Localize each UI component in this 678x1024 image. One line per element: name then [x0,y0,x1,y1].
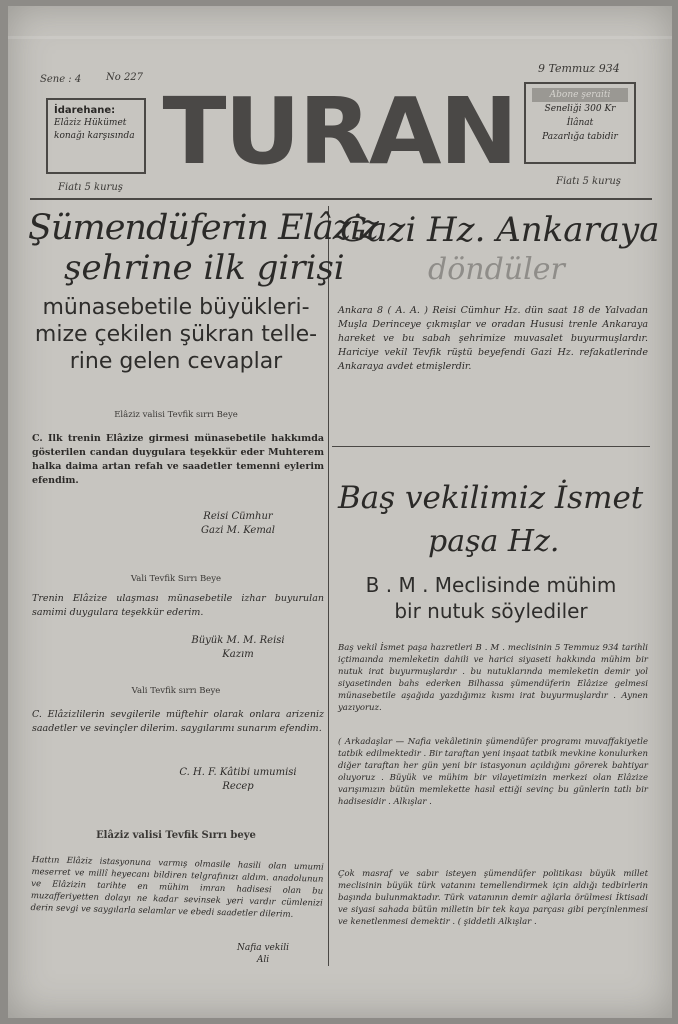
office-line2: konağı karşısında [54,131,135,141]
right-section-rule [332,446,650,447]
sig2-name: Kazım [222,649,254,660]
left-headline-line1: Şümendüferin Elâziz [28,208,378,248]
telegram3-text: C. Elâzizlilerin sevgilerile müftehir olarak onlara arizeniz saadetler ve sevinçler dilerim. saygılarımı sunarım efendim. [32,709,324,734]
right-bottom-text3: Çok masraf ve sabır isteyen şümendüfer politikası büyük millet meclisinin büyük türk vatanını temellendirmek için aldığı tedbirlerin başında bulunmaktadır. Türk vatanının demir ağlarla örülmesi İktisadi ve siyasi sahada bütün milletin bir tek kaya parçası gibi perçinlenmesi ve kenetlenmesi demektir . ( şiddetli Alkışlar . [338,869,648,927]
price-left: Fiatı 5 kuruş [58,182,123,193]
left-subhead-line3: rine gelen cevaplar [69,349,283,374]
right-top-headline-line2: döndüler [428,252,565,287]
sig4-name: Ali [256,955,270,965]
sig1-name: Gazi M. Kemal [201,525,275,536]
right-bottom-text1: Baş vekil İsmet paşa hazretleri B . M . meclisinin 5 Temmuz 934 tarihli içtimaında memleketin dahili ve harici siyaseti hakkında mühim bir nutuk irat buyurmuşlardır . bu nutuklarında memleketin demir yol siyasetinden bahs ederken Bilhassa şümendüferin Elâzize gelmesi münasebetile aşağıda yazdığımız kısmı irat buyurmuşlardır . Aynen yazıyoruz. [338,643,648,713]
left-subhead-line1: münasebetile büyükleri- [42,295,310,320]
right-top-headline-line1: Gazi Hz. Ankaraya [340,210,660,250]
right-bottom-subhead-line2: bir nutuk söylediler [394,599,588,623]
right-bottom-subhead [332,572,650,624]
office-label: İdarehane: [54,105,116,116]
telegram4-signature [208,942,318,966]
office-box [46,98,146,174]
telegram4-text: Hattın Elâziz istasyonuna varmış olmasile hasili olan umumi meserret ve millî heyecanı bildiren telgrafınızı aldım. anadolunun ve Elâzizin tarihte en mühim imran hadisesi olan bu muzafferiyetten dolayı ne kadar sevinsek yeri vardır cümlenizi derin sevgi ve saygılarla selamlar ve ebedi saadetler dilerim. [30,854,324,920]
telegram2-caption: Vali Tevfik Sırrı Beye [130,574,222,584]
masthead-rule [30,198,652,200]
sig4-title: Nafia vekili [237,943,289,953]
issue-date: 9 Temmuz 934 [538,62,620,75]
left-subhead-line2: mize çekilen şükran telle- [34,322,318,347]
right-bottom-subhead-line1: B . M . Meclisinde mühim [365,573,617,597]
subscription-box [524,82,636,164]
paper-fold [8,36,672,39]
telegram3-signature [158,766,318,794]
issue-year: Sene : 4 [40,74,82,85]
telegram3-caption: Vali Tevfik sırrı Beye [131,686,221,696]
issue-number: No 227 [106,72,144,83]
telegram2-signature [158,634,318,662]
right-bottom-text2: ( Arkadaşlar — Nafia vekâletinin şümendüfer programı muvaffakiyetle tatbik edilmektedir . Bir taraftan yeni inşaat tatbik mevkine konulurken diğer taraftan her gün yeni bir istasyonun açıldığını görerek bahtiyar oluyoruz . Büyük ve mühim bir vilayetimizin merkezi olan Elâzize varışımızın bütün memlekette hasıl ettiği sevinç bu günlerin tatlı bir hadisesidir . Alkışlar . [338,737,648,807]
telegram4-caption: Elâziz valisi Tevfik Sırrı beye [96,830,256,841]
newspaper-page [8,6,672,1018]
sig3-name: Recep [222,781,254,792]
sig2-title: Büyük M. M. Reisi [191,635,285,646]
telegram1-signature [158,510,318,538]
column-divider [328,206,329,966]
right-top-text: Ankara 8 ( A. A. ) Reisi Cümhur Hz. dün saat 18 de Yalvadan Muşla Derinceye çıkmışlar ve oradan Hususi trenle Ankaraya hareket ve bu sabah şehrimize muvasalet buyurmuşlardır. Hariciye vekil Tevfik rüştü beyefendi Gazi Hz. refakatlerinde Ankaraya avdet etmişlerdir. [338,305,648,372]
left-subhead [28,294,324,375]
telegram2-text: Trenin Elâzize ulaşması münasebetile izhar buyurulan samimi duygulara teşekkür ederim. [32,593,324,618]
subs-line3: İlânat [566,118,594,128]
subs-line1: Abone şeraiti [532,88,628,102]
subs-line4: Pazarlığa tabidir [542,132,618,142]
right-bottom-headline-line1: Baş vekilimiz İsmet [338,480,644,516]
telegram1-caption: Elâziz valisi Tevfik sırrı Beye [114,410,238,420]
telegram1-text: C. Ilk trenin Elâzize girmesi münasebetile hakkımda gösterilen candan duygulara teşekkür eder Muhterem halka daima artan refah ve saadetler temenni eylerim efendim. [32,433,324,486]
newspaper-title: TURAN [162,78,516,185]
right-bottom-headline-line2: paşa Hz. [428,524,560,559]
subs-line2: Seneliği 300 Kr [544,104,616,114]
sig3-title: C. H. F. Kâtibi umumisi [179,767,297,778]
price-right: Fiatı 5 kuruş [556,176,621,187]
sig1-title: Reisi Cümhur [203,511,273,522]
office-line1: Elâziz Hükümet [54,118,127,128]
left-headline-line2: şehrine ilk girişi [64,248,345,288]
